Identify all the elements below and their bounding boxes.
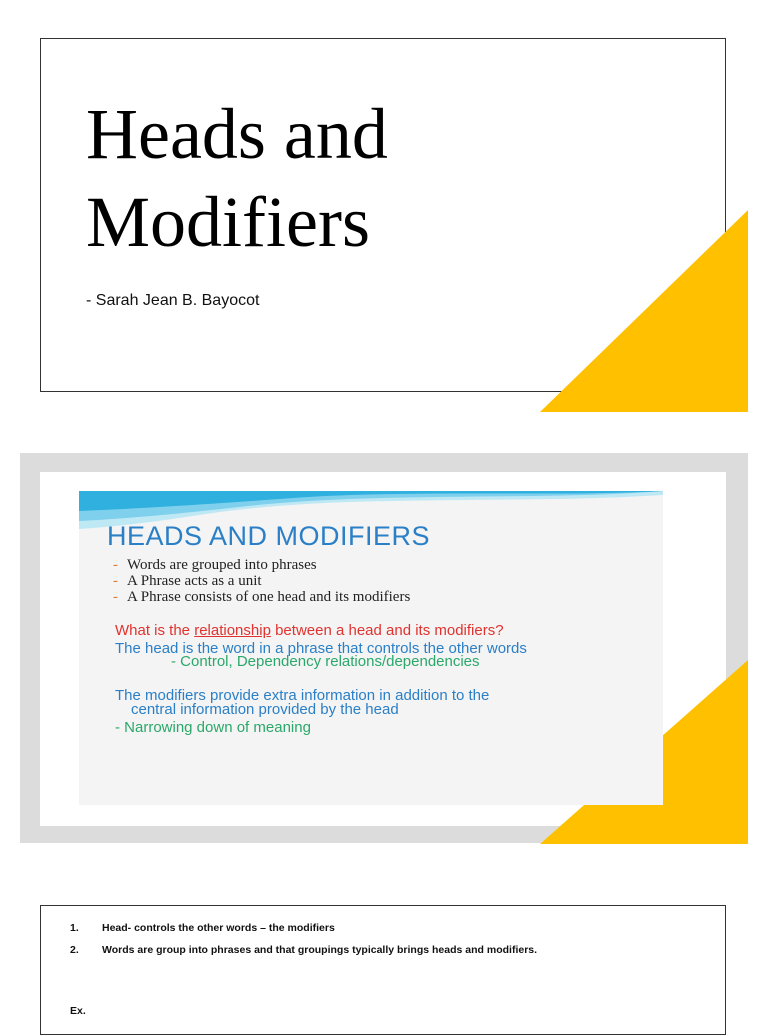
slide-title-line-1: Heads and: [86, 94, 388, 174]
item-text-2: Words are group into phrases and that groupings typically brings heads and modifiers.: [102, 944, 538, 956]
item-number-2: 2.: [70, 944, 79, 956]
relationship-question: What is the relationship between a head and its modifiers?: [115, 622, 504, 639]
modifier-effect: - Narrowing down of meaning: [115, 719, 311, 736]
head-definition: The head is the word in a phrase that controls the other words: [115, 640, 527, 657]
author-name: - Sarah Jean B. Bayocot: [86, 292, 260, 309]
slide-title-line-2: Modifiers: [86, 182, 370, 262]
list-item: - A Phrase acts as a unit: [113, 573, 262, 589]
slide-title: [86, 90, 566, 266]
item-number-1: 1.: [70, 922, 79, 934]
head-relations: - Control, Dependency relations/dependencies: [171, 653, 480, 670]
list-item: - Words are grouped into phrases: [113, 557, 317, 573]
accent-triangle-decoration: [540, 210, 748, 412]
list-item: - A Phrase consists of one head and its modifiers: [113, 589, 411, 605]
modifier-definition-line-1: The modifiers provide extra information in addition to the: [115, 687, 490, 704]
modifier-definition-line-2: central information provided by the head: [131, 701, 399, 718]
item-text-1: Head- controls the other words – the modifiers: [102, 922, 335, 934]
example-label: Ex.: [70, 1005, 86, 1017]
underlined-word: relationship: [194, 622, 271, 639]
embedded-slide-image: [79, 491, 663, 805]
embedded-heading: HEADS AND MODIFIERS: [107, 521, 431, 551]
embedded-bullet-list: [113, 557, 410, 605]
